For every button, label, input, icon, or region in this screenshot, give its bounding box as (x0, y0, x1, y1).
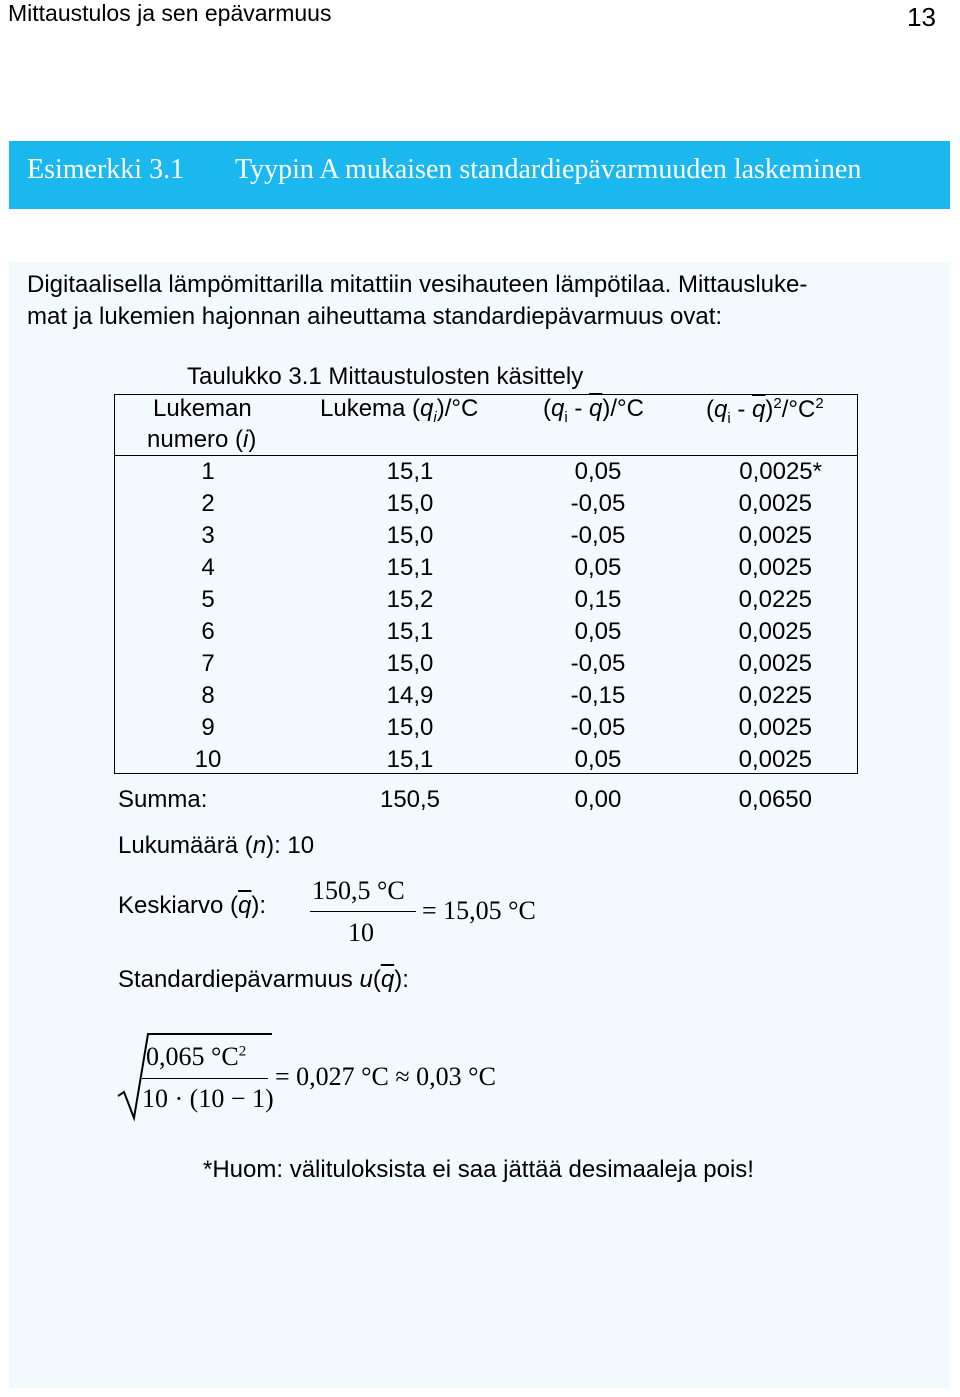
row-number: 8 (201, 682, 215, 709)
row-squared-deviation: 0,0025 (738, 714, 812, 741)
summary-reading: 150,5 (379, 786, 441, 813)
row-number: 6 (201, 618, 215, 645)
row-squared-deviation: 0,0225 (738, 682, 812, 709)
page-title: Mittaustulos ja sen epävarmuus (8, 0, 332, 26)
row-number: 3 (201, 522, 215, 549)
uncertainty-numerator: 0,065 $^\circ C^2$ (146, 1042, 247, 1071)
row-reading: 15,1 (386, 618, 434, 645)
row-deviation: -0,05 (570, 714, 626, 741)
row-deviation: 0,05 (574, 458, 622, 485)
uncertainty-fraction-bar (142, 1078, 268, 1079)
header-squared-deviation: $(q_i - \overline{q})^2/^\circ C^2$ (706, 395, 824, 427)
row-number: 1 (201, 458, 215, 485)
row-reading: 15,2 (386, 586, 434, 613)
example-banner (9, 141, 950, 209)
row-reading: 15,1 (386, 458, 434, 485)
row-number: 5 (201, 586, 215, 613)
mean-result: = 15,05 °C (422, 896, 536, 925)
row-number: 4 (201, 554, 215, 581)
page-number: 13 (907, 2, 936, 32)
mean-denominator: 10 (348, 918, 374, 947)
row-reading: 15,0 (386, 490, 434, 517)
table-header-divider (114, 455, 858, 456)
row-reading: 15,1 (386, 746, 434, 773)
row-squared-deviation: 0,0025 (738, 490, 812, 517)
mean-fraction-bar (310, 911, 416, 912)
row-squared-deviation: 0,0025* (739, 458, 822, 485)
row-squared-deviation: 0,0025 (738, 618, 812, 645)
uncertainty-denominator: 10 · (10 − 1) (142, 1084, 274, 1113)
row-deviation: 0,05 (574, 618, 622, 645)
row-squared-deviation: 0,0225 (738, 586, 812, 613)
header-reading: Lukema $(q_i)/^\circ C$ (320, 395, 479, 426)
header-deviation: $(q_i - \overline{q})/^\circ C$ (543, 395, 644, 426)
count-line: Lukumäärä (n): 10 (118, 832, 315, 859)
uncertainty-result: = 0,027 °C ≈ 0,03 °C (275, 1062, 496, 1091)
summary-deviation: 0,00 (574, 786, 622, 813)
row-reading: 14,9 (386, 682, 434, 709)
row-number: 9 (201, 714, 215, 741)
row-squared-deviation: 0,0025 (738, 522, 812, 549)
intro-line-2: mat ja lukemien hajonnan aiheuttama standardiepävarmuus ovat: (27, 303, 723, 330)
row-reading: 15,1 (386, 554, 434, 581)
intro-line-1: Digitaalisella lämpömittarilla mitattiin vesihauteen lämpötilaa. Mittausluke- (27, 271, 808, 298)
decimal-note: *Huom: välituloksista ei saa jättää desimaaleja pois! (203, 1156, 754, 1183)
summary-label: Summa: (118, 786, 208, 813)
mean-numerator: 150,5 °C (312, 876, 405, 905)
row-deviation: -0,05 (570, 490, 626, 517)
example-label: Esimerkki 3.1 (27, 154, 185, 185)
row-deviation: -0,05 (570, 522, 626, 549)
row-reading: 15,0 (386, 650, 434, 677)
row-squared-deviation: 0,0025 (738, 650, 812, 677)
row-number: 2 (201, 490, 215, 517)
row-deviation: -0,15 (570, 682, 626, 709)
example-title: Tyypin A mukaisen standardiepävarmuuden laskeminen (235, 154, 862, 185)
mean-label: Keskiarvo $(\overline{q})$: (118, 892, 267, 919)
uncertainty-label: Standardiepävarmuus $u(\overline{q})$: (118, 966, 409, 993)
row-deviation: 0,05 (574, 554, 622, 581)
row-reading: 15,0 (386, 522, 434, 549)
row-number: 10 (194, 746, 222, 773)
row-deviation: 0,15 (574, 586, 622, 613)
row-deviation: -0,05 (570, 650, 626, 677)
row-squared-deviation: 0,0025 (738, 554, 812, 581)
table-caption: Taulukko 3.1 Mittaustulosten käsittely (187, 363, 584, 390)
header-reading-number-line2: numero (i) (147, 426, 257, 453)
row-reading: 15,0 (386, 714, 434, 741)
row-number: 7 (201, 650, 215, 677)
row-squared-deviation: 0,0025 (738, 746, 812, 773)
summary-squared: 0,0650 (738, 786, 812, 813)
header-reading-number-line1: Lukeman (153, 395, 252, 422)
row-deviation: 0,05 (574, 746, 622, 773)
